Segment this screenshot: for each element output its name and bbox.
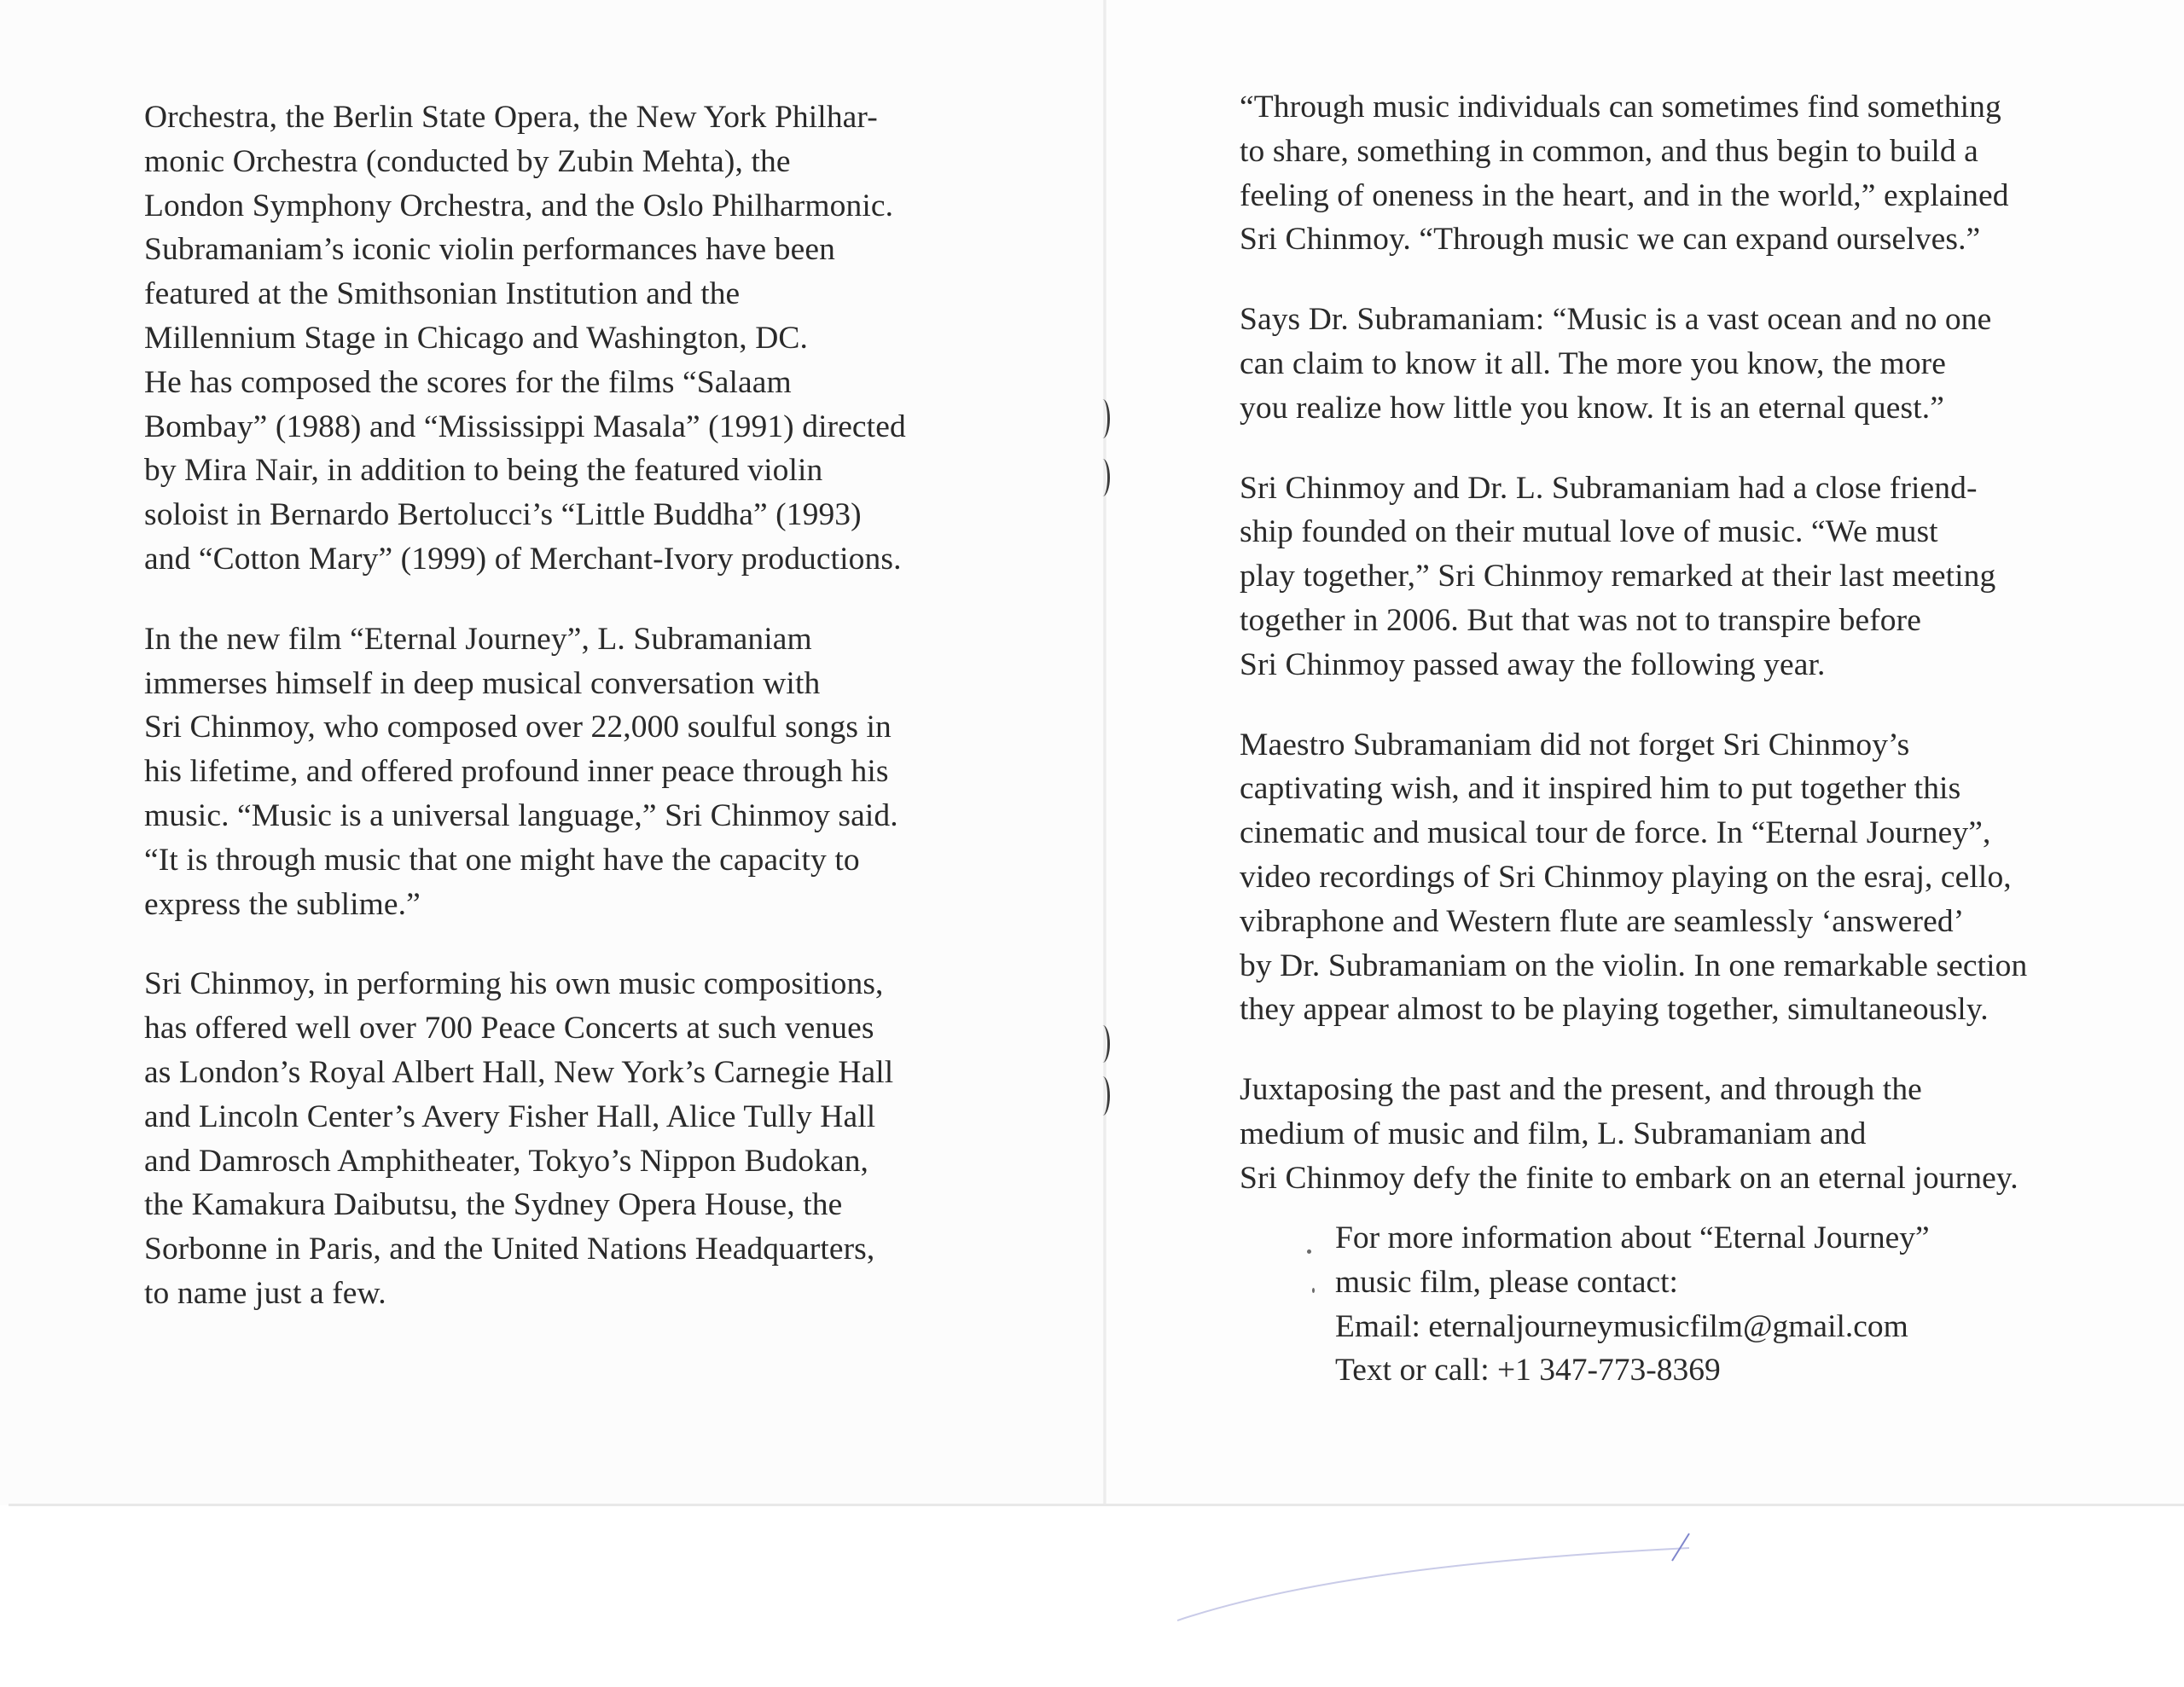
text-line: feeling of oneness in the heart, and in the world,” explained — [1240, 177, 2009, 213]
text-line: Bombay” (1988) and “Mississippi Masala” (1991) directed — [144, 409, 906, 444]
text-line: by Dr. Subramaniam on the violin. In one remarkable section — [1240, 948, 2028, 983]
text-line: to name just a few. — [144, 1275, 386, 1311]
text-line: Maestro Subramaniam did not forget Sri Chinmoy’s — [1240, 727, 1910, 762]
paragraph — [144, 962, 997, 1315]
paragraph — [1240, 467, 2093, 687]
text-line: and Lincoln Center’s Avery Fisher Hall, Alice Tully Hall — [144, 1099, 876, 1134]
text-line: they appear almost to be playing together, simultaneously. — [1240, 992, 1989, 1028]
text-line: Juxtaposing the past and the present, and through the — [1240, 1072, 1922, 1108]
contact-intro: For more information about “Eternal Journey” — [1335, 1220, 1930, 1255]
text-line: Sri Chinmoy, in performing his own music compositions, — [144, 966, 884, 1002]
paragraph — [1240, 298, 2093, 430]
text-line: monic Orchestra (conducted by Zubin Mehta), the — [144, 143, 791, 179]
left-column — [144, 96, 997, 1352]
paragraph — [1240, 723, 2093, 1033]
text-line: Sri Chinmoy passed away the following year. — [1240, 646, 1826, 682]
paragraph — [1240, 1068, 2093, 1200]
text-line: video recordings of Sri Chinmoy playing on the esraj, cello, — [1240, 859, 2012, 895]
text-line: the Kamakura Daibutsu, the Sydney Opera House, the — [144, 1187, 843, 1223]
text-line: cinematic and musical tour de force. In “Eternal Journey”, — [1240, 815, 1991, 851]
text-line: his lifetime, and offered profound inner peace through his — [144, 754, 889, 790]
contact-phone: Text or call: +1 347-773-8369 — [1335, 1353, 1721, 1388]
contact-email: Email: eternaljourneymusicfilm@gmail.com — [1335, 1308, 1908, 1344]
booklet-bottom-edge — [9, 1504, 2184, 1506]
text-line: Millennium Stage in Chicago and Washington, DC. — [144, 320, 809, 356]
text-line: immerses himself in deep musical conversation with — [144, 665, 821, 701]
text-line: and Damrosch Amphitheater, Tokyo’s Nippon Budokan, — [144, 1143, 869, 1179]
staple-mark-icon — [1095, 1076, 1110, 1116]
text-line: In the new film “Eternal Journey”, L. Subramaniam — [144, 621, 812, 657]
text-line: play together,” Sri Chinmoy remarked at their last meeting — [1240, 559, 1996, 594]
text-line: Orchestra, the Berlin State Opera, the New York Philhar- — [144, 100, 878, 135]
text-line: captivating wish, and it inspired him to put together this — [1240, 771, 1961, 807]
text-line: Subramaniam’s iconic violin performances have been — [144, 232, 835, 268]
text-line: He has composed the scores for the films “Salaam — [144, 364, 792, 400]
staple-mark-icon — [1095, 459, 1110, 496]
text-line: Sri Chinmoy defy the finite to embark on an eternal journey. — [1240, 1160, 2018, 1196]
text-line: London Symphony Orchestra, and the Oslo Philharmonic. — [144, 188, 894, 223]
text-line: medium of music and film, L. Subramaniam and — [1240, 1116, 1867, 1151]
pen-stroke-icon — [1177, 1527, 1706, 1629]
booklet-fold — [1103, 0, 1107, 1505]
text-line: ship founded on their mutual love of music. “We must — [1240, 514, 1938, 550]
text-line: Sorbonne in Paris, and the United Nations Headquarters, — [144, 1232, 875, 1267]
text-line: “Through music individuals can sometimes find something — [1240, 90, 2001, 125]
right-column — [1240, 85, 2093, 1237]
text-line: featured at the Smithsonian Institution and the — [144, 276, 741, 312]
text-line: has offered well over 700 Peace Concerts at such venues — [144, 1011, 874, 1046]
text-line: Says Dr. Subramaniam: “Music is a vast ocean and no one — [1240, 302, 1992, 338]
text-line: Sri Chinmoy, who composed over 22,000 soulful songs in — [144, 710, 892, 745]
text-line: soloist in Bernardo Bertolucci’s “Little Buddha” (1993) — [144, 497, 862, 533]
text-line: vibraphone and Western flute are seamlessly ‘answered’ — [1240, 903, 1965, 939]
contact-info — [1335, 1216, 1930, 1393]
text-line: “It is through music that one might have the capacity to — [144, 842, 860, 878]
text-line: together in 2006. But that was not to transpire before — [1240, 602, 1921, 638]
staple-mark-icon — [1095, 1025, 1110, 1063]
paragraph — [144, 96, 997, 582]
text-line: Sri Chinmoy and Dr. L. Subramaniam had a close friend- — [1240, 470, 1978, 506]
text-line: you realize how little you know. It is an eternal quest.” — [1240, 390, 1944, 426]
text-line: music. “Music is a universal language,” Sri Chinmoy said. — [144, 797, 898, 833]
text-line: express the sublime.” — [144, 886, 421, 922]
ink-speck-icon — [1307, 1249, 1311, 1254]
text-line: and “Cotton Mary” (1999) of Merchant-Ivory productions. — [144, 541, 902, 577]
text-line: to share, something in common, and thus begin to build a — [1240, 133, 1978, 169]
text-line: Sri Chinmoy. “Through music we can expand ourselves.” — [1240, 222, 1981, 258]
paragraph — [144, 617, 997, 927]
staple-mark-icon — [1095, 399, 1110, 438]
contact-intro: music film, please contact: — [1335, 1264, 1678, 1300]
text-line: as London’s Royal Albert Hall, New York’s Carnegie Hall — [144, 1054, 894, 1090]
text-line: by Mira Nair, in addition to being the featured violin — [144, 453, 823, 489]
text-line: can claim to know it all. The more you know, the more — [1240, 345, 1947, 381]
paragraph — [1240, 85, 2093, 262]
ink-speck-icon — [1312, 1288, 1315, 1293]
